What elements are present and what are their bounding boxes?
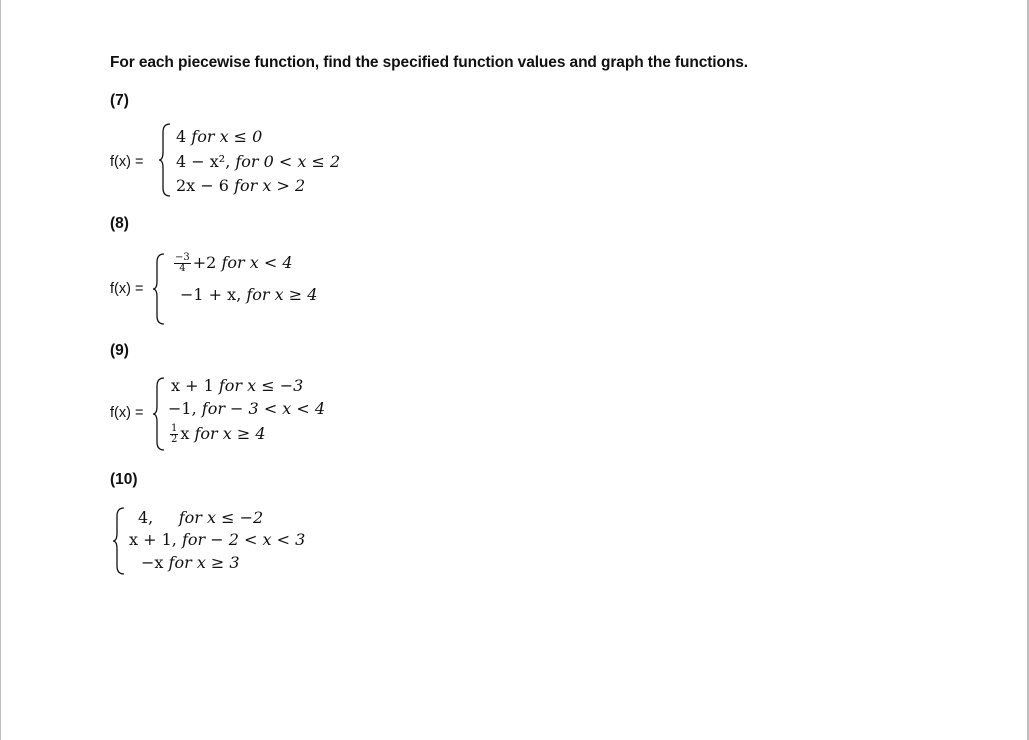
problem-7-label: f(x) = (110, 154, 144, 170)
problem-7-brace (158, 122, 172, 198)
problem-10-number: (10) (110, 471, 138, 488)
problem-7-number: (7) (110, 92, 129, 109)
page-left-edge (0, 0, 1, 740)
problem-7-case-1: 4 for x ≤ 0 (176, 127, 263, 146)
problem-8-case-1: $\frac{-3}{4}$ +2 for x < 4 (175, 252, 293, 274)
problem-9-case-1: x + 1 for x ≤ −3 (171, 376, 304, 395)
problem-7-case-3: 2x − 6 for x > 2 (176, 176, 306, 195)
problem-9-number: (9) (110, 342, 129, 359)
problem-9-fraction: $\frac{1}{2}$ (171, 423, 178, 445)
problem-9-label: f(x) = (110, 405, 144, 421)
problem-8-case-2: −1 + x, for x ≥ 4 (180, 285, 318, 304)
problem-8-number: (8) (110, 215, 129, 232)
problem-8-brace (152, 252, 166, 326)
problem-10-brace (112, 506, 126, 576)
problem-7-case-2: 4 − x², for 0 < x ≤ 2 (176, 152, 341, 171)
problem-10-case-1: 4, for x ≤ −2 (138, 508, 264, 527)
problem-9-case-2: −1, for − 3 < x < 4 (168, 399, 326, 418)
problem-10-case-3: −x for x ≥ 3 (141, 553, 240, 572)
page-heading: For each piecewise function, find the specified function values and graph the functions. (110, 54, 748, 71)
problem-8-label: f(x) = (110, 281, 144, 297)
problem-9-brace (152, 376, 166, 452)
problem-8-fraction: $\frac{-3}{4}$ (175, 252, 190, 274)
problem-9-case-3: $\frac{1}{2}$ x for x ≥ 4 (171, 423, 266, 445)
problem-10-case-2: x + 1, for − 2 < x < 3 (129, 530, 306, 549)
